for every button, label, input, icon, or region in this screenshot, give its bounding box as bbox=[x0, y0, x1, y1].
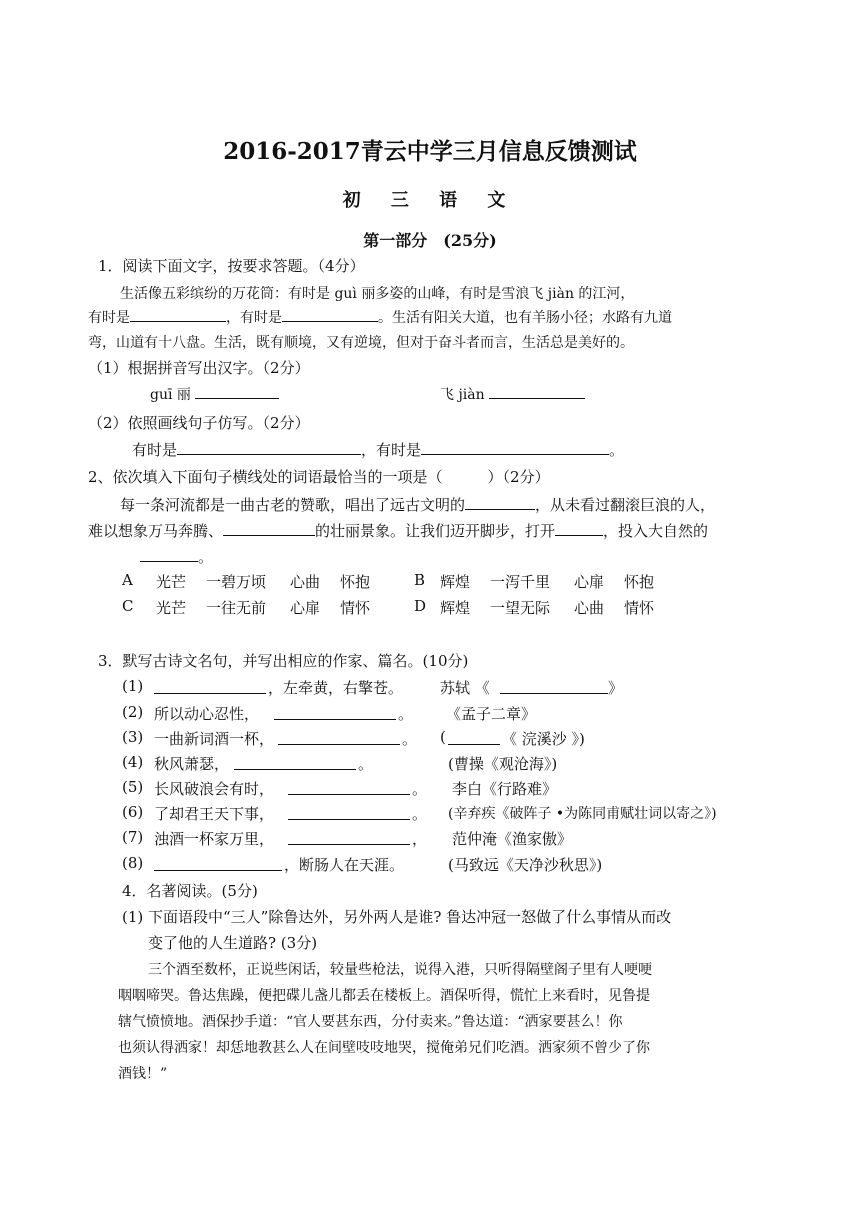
q2-stem: 2、依次填入下面句子横线处的词语最恰当的一项是（ ）（2分） bbox=[88, 468, 550, 486]
page-title: 2016-2017青云中学三月信息反馈测试 bbox=[223, 138, 637, 165]
part-heading: 第一部分 (25分) bbox=[363, 231, 497, 250]
option-b[interactable] bbox=[414, 571, 655, 591]
q4-passage-line2: 咽咽啼哭。鲁达焦躁，便把碟儿盏儿都丢在楼板上。酒保听得，慌忙上来看时，见鲁提 bbox=[118, 988, 650, 1004]
answer-blank[interactable] bbox=[465, 495, 535, 510]
q1-text: ，有时是 bbox=[226, 310, 282, 326]
q3-item-4 bbox=[122, 753, 558, 773]
answer-blank[interactable] bbox=[234, 755, 356, 770]
q2-text: ，从未看过翻滚巨浪的人， bbox=[535, 496, 716, 514]
answer-blank[interactable] bbox=[140, 547, 198, 562]
answer-blank[interactable] bbox=[288, 830, 410, 845]
q3-text: 秋风萧瑟， bbox=[154, 755, 230, 773]
option-word: 情怀 bbox=[340, 599, 371, 617]
option-word: 心扉 bbox=[290, 599, 321, 617]
item-num: (5) bbox=[122, 778, 144, 796]
pinyin-label: guī 丽 bbox=[150, 387, 191, 403]
answer-blank[interactable] bbox=[154, 679, 266, 694]
q3-text: 一曲新词酒一杯， bbox=[154, 730, 275, 748]
q1-text: 有时是 bbox=[88, 310, 130, 326]
q3-text: ，断肠人在天涯。 bbox=[284, 856, 405, 874]
option-word: 一往无前 bbox=[206, 599, 267, 617]
answer-blank[interactable] bbox=[288, 805, 410, 820]
item-num: (4) bbox=[122, 753, 144, 771]
q3-item-6 bbox=[122, 803, 717, 823]
q3-text: 。 bbox=[398, 705, 414, 723]
item-num: (1) bbox=[122, 677, 144, 695]
q3-text: 。 bbox=[412, 780, 428, 798]
option-a[interactable] bbox=[122, 571, 371, 591]
q2-text: 的壮丽景象。让我们迈开脚步，打开 bbox=[315, 522, 556, 540]
q3-source-end: 《 浣溪沙 》) bbox=[502, 730, 585, 748]
q3-text: ，左牵黄，右擎苍。 bbox=[268, 679, 404, 697]
q1-pinyin2 bbox=[440, 384, 585, 404]
item-num: (3) bbox=[122, 728, 144, 746]
item-num: (8) bbox=[122, 854, 144, 872]
q1-passage-line2 bbox=[88, 307, 672, 327]
q3-text: 。 bbox=[412, 805, 428, 823]
q1-text: 。 bbox=[609, 441, 625, 459]
option-word: 怀抱 bbox=[340, 573, 371, 591]
q3-source: (曹操《观沧海》) bbox=[448, 755, 558, 773]
option-c[interactable] bbox=[122, 597, 371, 617]
q1-text: 有时是 bbox=[132, 441, 178, 459]
q4-sub1-line2: 变了他的人生道路? (3分) bbox=[148, 934, 318, 952]
answer-blank[interactable] bbox=[195, 384, 279, 399]
option-letter: D bbox=[414, 597, 427, 615]
q2-text: 难以想象万马奔腾、 bbox=[88, 522, 224, 540]
pinyin-label: 飞 jiàn bbox=[440, 387, 485, 403]
answer-blank[interactable] bbox=[223, 521, 315, 536]
q4-sub1-line1: (1) 下面语段中“三人”除鲁达外，另外两人是谁? 鲁达冲冠一怒做了什么事情从而改 bbox=[122, 908, 672, 926]
q3-item-7 bbox=[122, 828, 573, 848]
subject-heading: 初 三 语 文 bbox=[342, 190, 518, 211]
q3-source-end: 》 bbox=[608, 679, 624, 697]
q3-text: 长风破浪会有时， bbox=[154, 780, 275, 798]
option-word: 一望无际 bbox=[490, 599, 551, 617]
q3-stem: 3．默写古诗文名句，并写出相应的作家、篇名。(10分) bbox=[98, 652, 469, 670]
q1-text: 。生活有阳关大道，也有羊肠小径；水路有九道 bbox=[378, 310, 672, 326]
q1-passage-line1: 生活像五彩缤纷的万花筒：有时是 guì 丽多姿的山峰，有时是雪浪飞 jiàn 的江河， bbox=[120, 286, 635, 302]
q3-item-5 bbox=[122, 778, 558, 798]
q2-text: 。 bbox=[198, 548, 214, 566]
option-word: 心曲 bbox=[290, 573, 321, 591]
q4-passage-line3: 辖气愤愤地。酒保抄手道：“官人要甚东西，分付卖来。”鲁达道：“洒家要甚么！你 bbox=[118, 1014, 623, 1030]
q3-text: 了却君王天下事， bbox=[154, 805, 275, 823]
option-letter: A bbox=[122, 571, 133, 589]
q2-text: 每一条河流都是一曲古老的赞歌，唱出了远古文明的 bbox=[120, 496, 466, 514]
q2-line2 bbox=[88, 520, 708, 541]
q3-text: 。 bbox=[402, 730, 418, 748]
answer-blank[interactable] bbox=[489, 384, 585, 399]
item-num: (7) bbox=[122, 828, 144, 846]
answer-blank[interactable] bbox=[274, 705, 396, 720]
q3-source: 苏轼 《 bbox=[440, 679, 490, 697]
q4-passage-line1: 三个酒至数杯，正说些闲话，较量些枪法，说得入港，只听得隔壁阁子里有人哽哽 bbox=[148, 962, 652, 978]
q4-passage-line4: 也须认得洒家！却恁地教甚么人在间壁吱吱地哭，搅俺弟兄们吃酒。洒家须不曾少了你 bbox=[118, 1040, 650, 1056]
option-word: 情怀 bbox=[624, 599, 655, 617]
q3-text: 浊酒一杯家万里， bbox=[154, 830, 275, 848]
q3-text: ， bbox=[412, 830, 428, 848]
q3-item-1 bbox=[122, 677, 624, 697]
option-word: 一泻千里 bbox=[490, 573, 551, 591]
q1-sub2: （2）依照画线句子仿写。（2分） bbox=[88, 414, 310, 432]
option-d[interactable] bbox=[414, 597, 655, 617]
q1-stem: 1．阅读下面文字，按要求答题。（4分） bbox=[98, 257, 365, 275]
q1-pinyin1 bbox=[150, 384, 279, 404]
option-word: 辉煌 bbox=[440, 573, 471, 591]
q3-source: (马致远《天净沙秋思》) bbox=[448, 856, 603, 874]
answer-blank[interactable] bbox=[130, 307, 226, 322]
answer-blank[interactable] bbox=[278, 730, 400, 745]
q3-source: ( bbox=[440, 728, 446, 746]
q4-passage-line5: 酒钱！” bbox=[118, 1066, 168, 1082]
answer-blank[interactable] bbox=[288, 780, 410, 795]
option-letter: B bbox=[414, 571, 426, 589]
q3-text: 。 bbox=[358, 755, 374, 773]
q2-line1 bbox=[120, 494, 715, 515]
answer-blank[interactable] bbox=[154, 856, 282, 871]
answer-blank[interactable] bbox=[448, 730, 500, 745]
q2-text: ，投入大自然的 bbox=[603, 522, 709, 540]
q3-item-2 bbox=[122, 703, 537, 723]
option-word: 怀抱 bbox=[624, 573, 655, 591]
option-word: 光芒 bbox=[156, 599, 187, 617]
q3-source: 范仲淹《渔家傲》 bbox=[452, 830, 573, 848]
answer-blank[interactable] bbox=[555, 521, 603, 536]
q1-passage-line3: 弯，山道有十八盘。生活，既有顺境，又有逆境，但对于奋斗者而言，生活总是美好的。 bbox=[88, 335, 634, 351]
option-word: 心扉 bbox=[574, 573, 605, 591]
answer-blank[interactable] bbox=[500, 679, 608, 694]
q2-line3 bbox=[140, 546, 213, 567]
item-num: (6) bbox=[122, 803, 144, 821]
option-letter: C bbox=[122, 597, 134, 615]
q1-sub1: （1）根据拼音写出汉字。（2分） bbox=[88, 359, 310, 377]
answer-blank[interactable] bbox=[282, 307, 378, 322]
answer-blank[interactable] bbox=[177, 440, 361, 455]
q3-source: (辛弃疾《破阵子 •为陈同甫赋壮词以寄之》) bbox=[448, 806, 717, 822]
item-num: (2) bbox=[122, 703, 144, 721]
option-word: 辉煌 bbox=[440, 599, 471, 617]
q1-imitation bbox=[132, 439, 624, 460]
option-word: 心曲 bbox=[574, 599, 605, 617]
q4-stem: 4．名著阅读。(5分) bbox=[122, 882, 258, 900]
q1-text: ，有时是 bbox=[361, 441, 422, 459]
q3-source: 《孟子二章》 bbox=[446, 705, 537, 723]
q3-item-8 bbox=[122, 854, 603, 874]
option-word: 光芒 bbox=[156, 573, 187, 591]
answer-blank[interactable] bbox=[421, 440, 609, 455]
q3-text: 所以动心忍性， bbox=[154, 705, 260, 723]
option-word: 一碧万顷 bbox=[206, 573, 267, 591]
q3-item-3 bbox=[122, 728, 585, 748]
q3-source: 李白《行路难》 bbox=[452, 780, 558, 798]
